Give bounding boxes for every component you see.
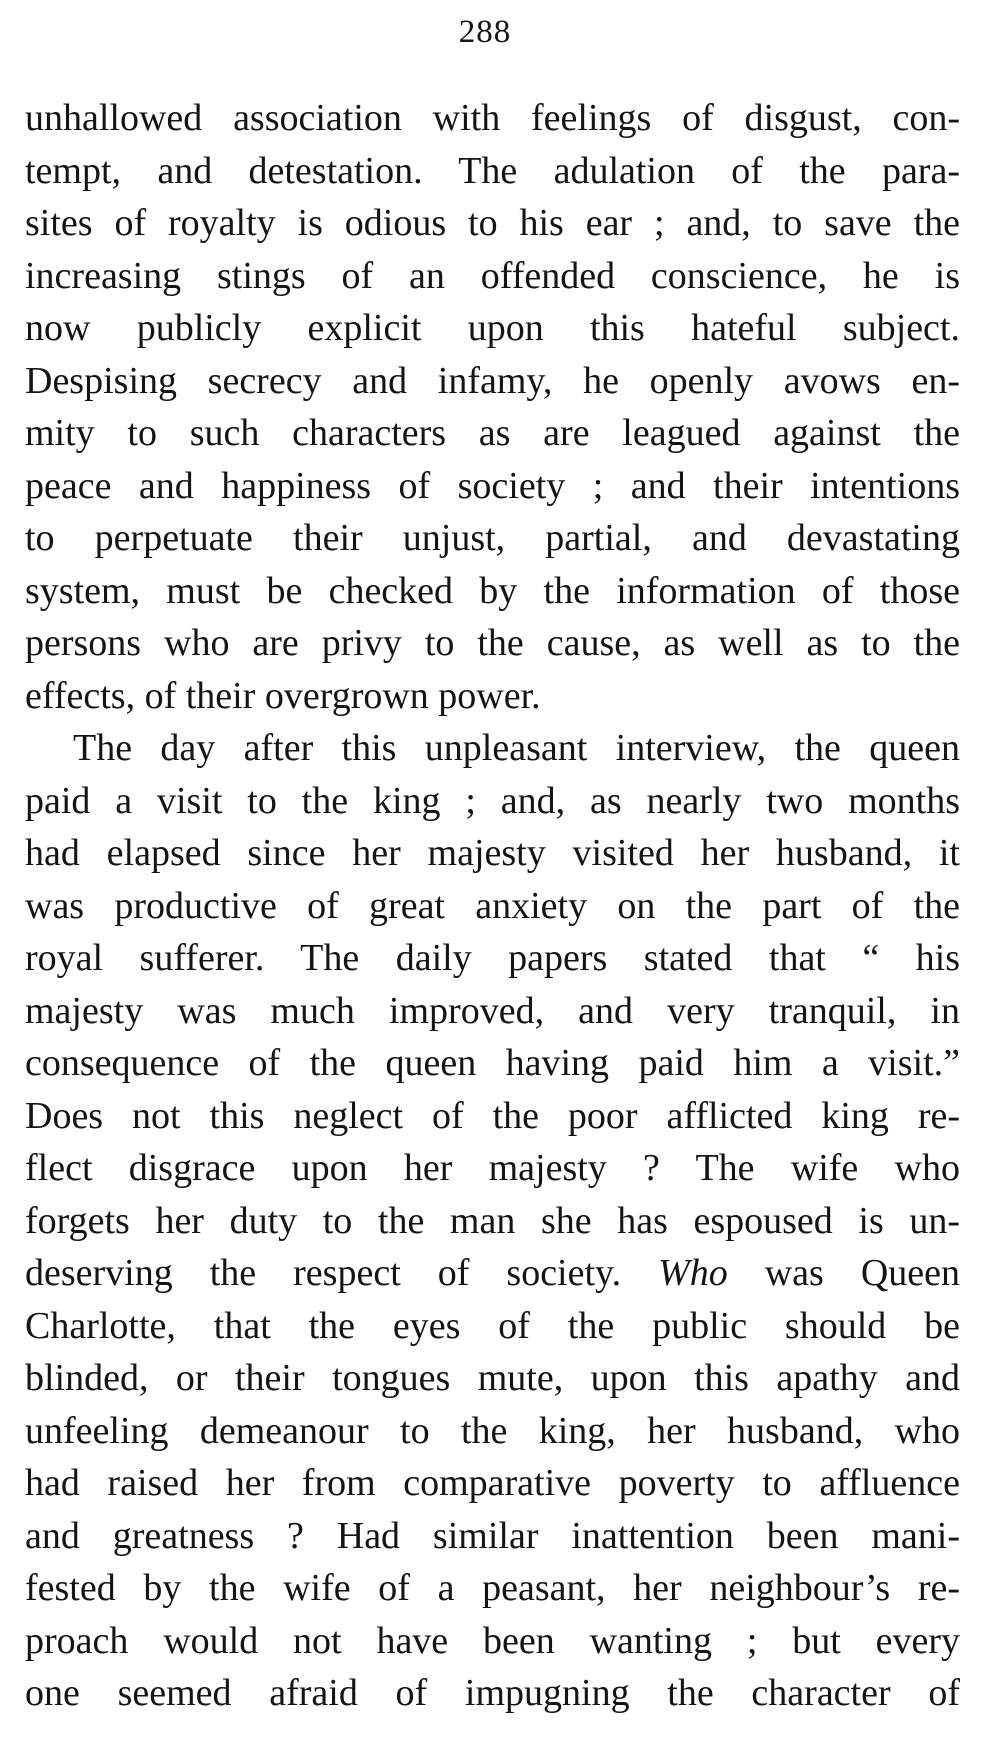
text-segment: was Queen [764, 1252, 961, 1294]
text-line: Does not this neglect of the poor afflicted king re- [25, 1094, 960, 1137]
text-line: had elapsed since her majesty visited her husband, it [25, 832, 960, 874]
text-line: forgets her duty to the man she has espoused is un- [25, 1199, 960, 1242]
text-line: Charlotte, that the eyes of the public should be [25, 1304, 960, 1347]
text-line: peace and happiness of society ; and their intentions [25, 464, 960, 507]
text-line: unhallowed association with feelings of disgust, con- [25, 97, 960, 139]
text-line: and greatness ? Had similar inattention been mani- [25, 1514, 960, 1557]
text-line: was productive of great anxiety on the part of the [25, 884, 960, 927]
text-line: persons who are privy to the cause, as well as to the [25, 622, 960, 664]
text-line: fested by the wife of a peasant, her neighbour’s re- [25, 1567, 960, 1609]
text-line: proach would not have been wanting ; but every [25, 1619, 960, 1662]
text-line: system, must be checked by the information of those [25, 569, 960, 612]
text-line: tempt, and detestation. The adulation of the para- [25, 149, 960, 192]
text-line: one seemed afraid of impugning the character of [25, 1672, 960, 1714]
italic-emphasis: Who [658, 1252, 728, 1294]
text-line: effects, of their overgrown power. [25, 674, 541, 717]
text-line: had raised her from comparative poverty to affluence [25, 1462, 960, 1504]
text-line: paid a visit to the king ; and, as nearly two months [25, 779, 960, 822]
text-segment: deserving the respect of society. [25, 1252, 622, 1294]
text-line: to perpetuate their unjust, partial, and devastating [25, 517, 960, 559]
text-line: Despising secrecy and infamy, he openly avows en- [25, 359, 960, 402]
text-line: increasing stings of an offended conscience, he is [25, 254, 960, 297]
text-line: unfeeling demeanour to the king, her husband, who [25, 1409, 960, 1452]
body-text [25, 92, 960, 1720]
text-line: majesty was much improved, and very tranquil, in [25, 989, 960, 1032]
page-number: 288 [458, 14, 512, 50]
text-line: sites of royalty is odious to his ear ; and, to save the [25, 202, 960, 244]
text-line: consequence of the queen having paid him a visit.” [25, 1042, 960, 1084]
text-line: flect disgrace upon her majesty ? The wife who [25, 1147, 960, 1189]
paragraph-first-line: The day after this unpleasant interview, the queen [73, 727, 960, 769]
text-line: royal sufferer. The daily papers stated that “ his [25, 937, 960, 979]
text-line [25, 1247, 960, 1300]
text-line: mity to such characters as are leagued against the [25, 412, 960, 454]
text-line: blinded, or their tongues mute, upon this apathy and [25, 1357, 960, 1399]
text-line: now publicly explicit upon this hateful subject. [25, 307, 960, 349]
